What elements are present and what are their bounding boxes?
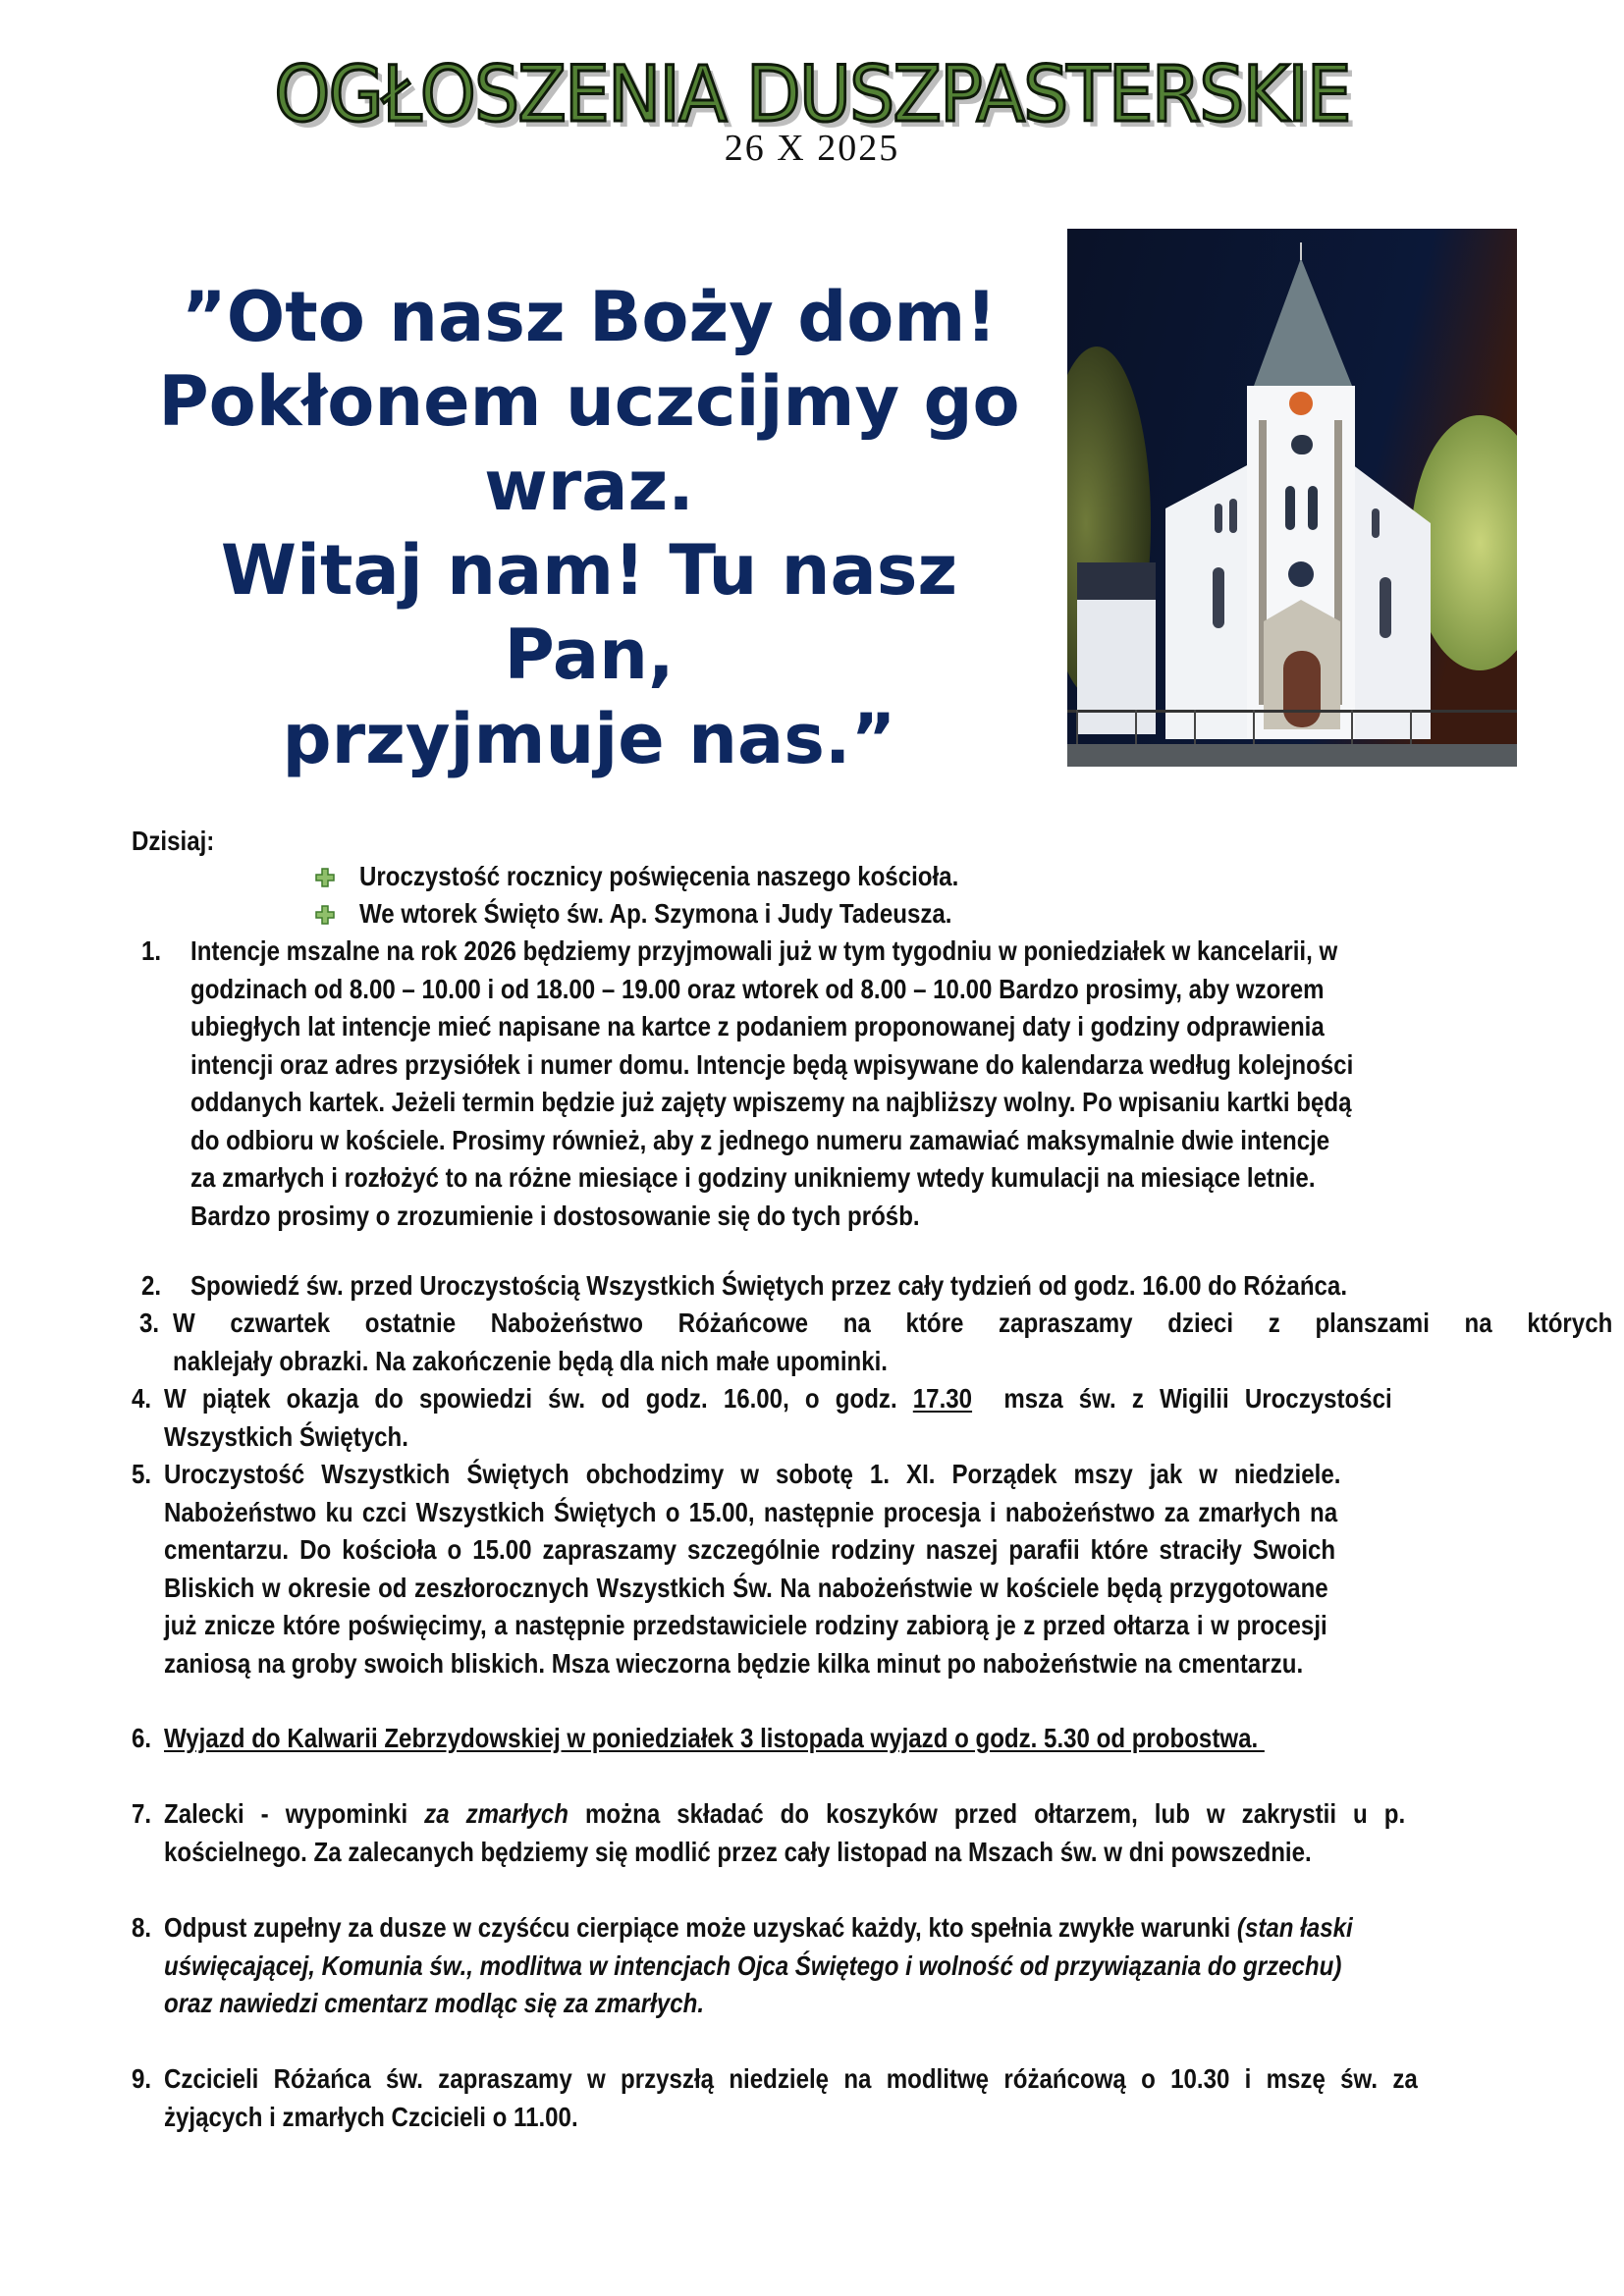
announcement-line: cmentarzu. Do kościoła o 15.00 zapraszamy szczególnie rodziny naszej parafii które straciły Swoich [164, 1534, 1336, 1565]
announcement-italic-text: za zmarłych [424, 1798, 568, 1829]
hymn-quote [128, 275, 1051, 781]
announcement-7 [164, 1795, 1607, 1871]
announcement-8 [164, 1909, 1546, 2023]
announcement-line: Nabożeństwo ku czci Wszystkich Świętych o 15.00, następnie procesja i nabożeństwo za zmarłych na [164, 1496, 1338, 1527]
page-date: 26 X 2025 [724, 128, 900, 169]
announcement-line: Wszystkich Świętych. [164, 1420, 408, 1452]
announcement-text: można składać do koszyków przed ołtarzem, lub w zakrystii u p. [585, 1798, 1406, 1829]
announcement-number: 6. [132, 1723, 152, 1753]
green-cross-icon [314, 867, 336, 888]
quote-line: ”Oto nasz Boży dom! [181, 277, 998, 357]
announcement-5 [164, 1456, 1533, 1682]
announcement-number: 7. [132, 1798, 152, 1829]
announcement-3 [173, 1305, 1624, 1380]
announcement-number: 1. [141, 935, 162, 966]
announcement-italic-line: uświęcającej, Komunia św., modlitwa w intencjach Ojca Świętego i wolność od przywiązania do grzechu) [164, 1949, 1342, 1981]
announcement-line: Uroczystość Wszystkich Świętych obchodzimy w sobotę 1. XI. Porządek mszy jak w niedziele. [164, 1459, 1341, 1489]
announcement-italic-text: (stan łaski [1236, 1912, 1353, 1943]
announcement-line: żyjących i zmarłych Czcicieli o 11.00. [164, 2101, 578, 2132]
announcement-text: Zalecki - wypominki [164, 1798, 408, 1829]
announcement-number: 3. [139, 1308, 160, 1338]
announcement-line: już znicze które poświęcimy, a następnie przedstawiciele rodziny zabiorą je z przed ołtarza i w procesji [164, 1610, 1327, 1640]
announcement-number: 5. [132, 1459, 152, 1489]
church-illustration [1067, 229, 1517, 767]
announcement-2: Spowiedź św. przed Uroczystością Wszystkich Świętych przez cały tydzień od godz. 16.00 do Różańca. [190, 1270, 1348, 1301]
announcement-line: za zmarłych i rozłożyć to na różne miesiące i godziny unikniemy wtedy kumulacji na miesiące letnie. [190, 1162, 1316, 1193]
page-title: OGŁOSZENIA DUSZPASTERSKIE [274, 51, 1350, 139]
announcement-line: naklejały obrazki. Na zakończenie będą dla nich małe upominki. [173, 1345, 888, 1376]
announcement-line: do odbioru w kościele. Prosimy również, aby z jednego numeru zamawiać maksymalnie dwie intencje [190, 1124, 1330, 1155]
today-label: Dzisiaj: [132, 826, 215, 856]
announcement-text: Odpust zupełny za dusze w czyśćcu cierpiące może uzyskać każdy, kto spełnia zwykłe warunki [164, 1912, 1231, 1943]
announcement-line: oddanych kartek. Jeżeli termin będzie już zajęty wpiszemy na najbliższy wolny. Po wpisaniu kartki będą [190, 1087, 1352, 1117]
announcement-line: Bardzo prosimy o zrozumienie i dostosowanie się do tych próśb. [190, 1200, 920, 1231]
announcement-number: 2. [141, 1270, 162, 1301]
quote-line: przyjmuje nas.” [282, 699, 896, 779]
announcement-number: 4. [132, 1383, 152, 1414]
announcement-number: 8. [132, 1912, 152, 1943]
announcement-line: W czwartek ostatnie Nabożeństwo Różańcowe na które zapraszamy dzieci z planszami na których [173, 1308, 1613, 1338]
today-bullet [0, 858, 1624, 897]
announcement-line: Czcicieli Różańca św. zapraszamy w przyszłą niedzielę na modlitwę różańcową o 10.30 i mszę św. za [164, 2063, 1418, 2094]
announcement-6: Wyjazd do Kalwarii Zebrzydowskiej w poniedziałek 3 listopada wyjazd o godz. 5.30 od probostwa. [164, 1723, 1265, 1753]
quote-line: wraz. [484, 446, 694, 526]
announcement-line: ubiegłych lat intencje mieć napisane na kartce z podaniem proponowanej daty i godziny odprawienia [190, 1011, 1325, 1041]
announcement-text: W piątek okazja do spowiedzi św. od godz. 16.00, o godz. [164, 1383, 897, 1414]
announcement-line: kościelnego. Za zalecanych będziemy się modlić przez cały listopad na Mszach św. w dni powszednie. [164, 1836, 1312, 1867]
mass-time-highlight: 17.30 [912, 1383, 973, 1414]
today-bullet-text: Uroczystość rocznicy poświęcenia naszego kościoła. [359, 861, 959, 891]
today-bullet-text: We wtorek Święto św. Ap. Szymona i Judy Tadeusza. [359, 898, 952, 929]
quote-line: Pokłonem uczcijmy go [158, 361, 1020, 442]
announcement-line: Bliskich w okresie od zeszłorocznych Wszystkich Św. Na nabożeństwie w kościele będą przygotowane [164, 1572, 1328, 1603]
announcement-line: zaniosą na groby swoich bliskich. Msza wieczorna będzie kilka minut po nabożeństwie na cmentarzu. [164, 1647, 1304, 1679]
today-bullet [0, 895, 1624, 934]
church-photo [1067, 229, 1517, 767]
green-cross-icon [314, 904, 336, 926]
announcement-text: msza św. z Wigilii Uroczystości [1003, 1383, 1392, 1414]
announcement-9 [164, 2060, 1622, 2136]
announcement-1 [190, 933, 1543, 1235]
announcement-line: godzinach od 8.00 – 10.00 i od 18.00 – 19.00 oraz wtorek od 8.00 – 10.00 Bardzo prosimy, aby wzorem [190, 973, 1325, 1004]
quote-line: Pan, [504, 614, 675, 695]
announcement-italic-line: oraz nawiedzi cmentarz modląc się za zmarłych. [164, 1988, 705, 2018]
quote-line: Witaj nam! Tu nasz [220, 530, 958, 611]
announcement-4 [164, 1380, 1592, 1456]
announcement-line: Intencje mszalne na rok 2026 będziemy przyjmowali już w tym tygodniu w poniedziałek w kancelarii, w [190, 935, 1338, 966]
announcement-line: intencji oraz adres przysiółek i numer domu. Intencje będą wpisywane do kalendarza według kolejności [190, 1048, 1354, 1080]
announcement-number: 9. [132, 2063, 152, 2094]
